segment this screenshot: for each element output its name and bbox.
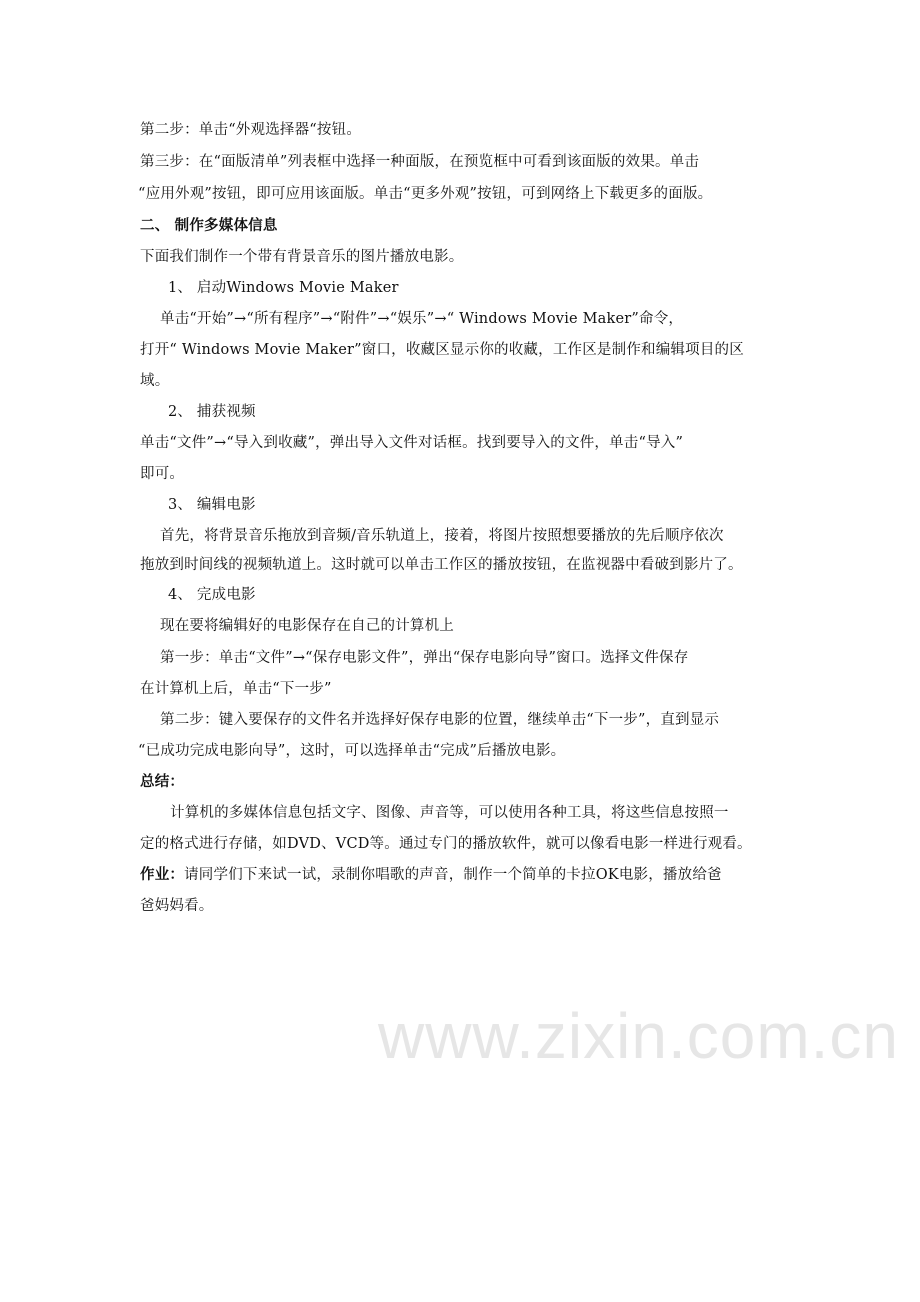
paragraph-line: 第二步：单击“外观选择器“按钮。	[140, 122, 362, 138]
paragraph-line: 域。	[140, 373, 170, 389]
homework-text: 请同学们下来试一试，录制你唱歌的声音，制作一个简单的卡拉OK电影，播放给爸	[184, 867, 722, 883]
watermark: www.zixin.com.cn	[378, 1000, 899, 1072]
paragraph-line: 定的格式进行存储，如DVD、VCD等。通过专门的播放软件，就可以像看电影一样进行观看。	[140, 836, 752, 852]
paragraph-line: 计算机的多媒体信息包括文字、图像、声音等，可以使用各种工具，将这些信息按照一	[170, 805, 729, 821]
section-heading: 二、 制作多媒体信息	[140, 218, 278, 234]
summary-heading: 总结：	[140, 774, 185, 790]
paragraph-line: 第二步：键入要保存的文件名并选择好保存电影的位置，继续单击“下一步”，直到显示	[160, 712, 720, 728]
paragraph-line: 下面我们制作一个带有背景音乐的图片播放电影。	[140, 249, 464, 265]
paragraph-line: 第三步：在“面版清单”列表框中选择一种面版，在预览框中可看到该面版的效果。单击	[140, 154, 700, 170]
paragraph-line: 单击“开始”→“所有程序”→“附件”→“娱乐”→“ Windows Movie Maker”命令，	[160, 311, 684, 327]
paragraph-line: 单击“文件”→“导入到收藏”，弹出导入文件对话框。找到要导入的文件，单击“导入”	[140, 435, 684, 451]
paragraph-line: 第一步：单击“文件”→“保存电影文件”，弹出“保存电影向导”窗口。选择文件保存	[160, 650, 689, 666]
homework-label: 作业：	[140, 867, 185, 883]
step-heading: 2、 捕获视频	[168, 404, 256, 420]
paragraph-line: 打开“ Windows Movie Maker”窗口，收藏区显示你的收藏，工作区是制作和编辑项目的区	[140, 342, 744, 358]
step-heading: 4、 完成电影	[168, 587, 256, 603]
paragraph-line: 在计算机上后，单击“下一步”	[140, 681, 332, 697]
homework-line	[140, 865, 722, 885]
paragraph-line: “应用外观”按钮，即可应用该面版。单击“更多外观”按钮，可到网络上下载更多的面版。	[138, 186, 713, 202]
paragraph-line: 拖放到时间线的视频轨道上。这时就可以单击工作区的播放按钮，在监视器中看破到影片了。	[140, 557, 743, 573]
step-heading: 1、 启动Windows Movie Maker	[168, 280, 399, 296]
step-heading: 3、 编辑电影	[168, 497, 256, 513]
paragraph-line: 爸妈妈看。	[140, 898, 214, 914]
paragraph-line: 即可。	[140, 466, 185, 482]
paragraph-line: 首先，将背景音乐拖放到音频/音乐轨道上，接着，将图片按照想要播放的先后顺序依次	[160, 528, 724, 544]
paragraph-line: 现在要将编辑好的电影保存在自己的计算机上	[160, 618, 454, 634]
paragraph-line: “已成功完成电影向导”，这时，可以选择单击“完成”后播放电影。	[138, 743, 566, 759]
